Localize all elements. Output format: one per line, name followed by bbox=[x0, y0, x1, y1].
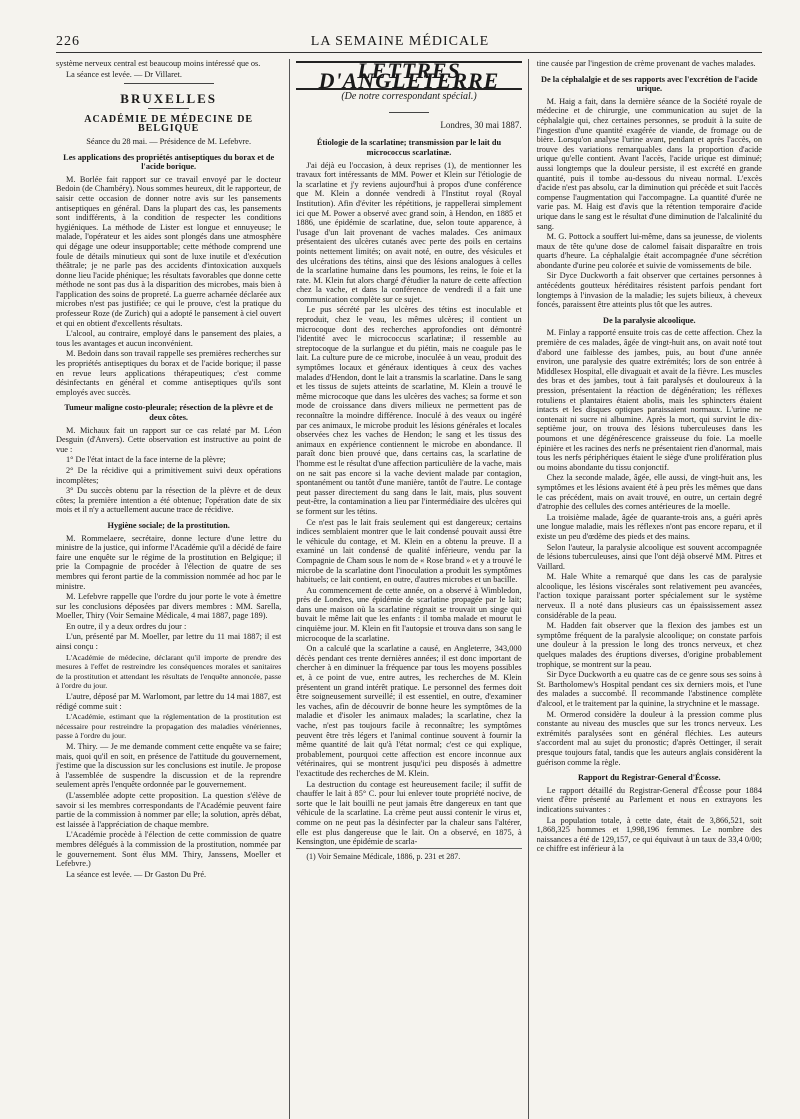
city-heading: BRUXELLES bbox=[120, 91, 218, 107]
paragraph: M. Haig a fait, dans la dernière séance de la Société royale de médecine et de chirurgie, une communication au sujet de la céphalalgie qui, chez certaines personnes, se produit à la suite de l'ingestion d'une quantité exagérée de viande, de fromage ou de bière. Lorsqu'on analyse l'urine avant, pendant et après l'accès, on trouve des variations remarquables dans la proportion d'acide urique qu'elle contient. Avant l'accès, l'acide urique est diminué; aussi longtemps que la douleur persiste, il est excrété en grande quantité, puis il tombe au-dessous du niveau normal. L'excès d'acide n'est pas absolu, car la diminution qui précède et suit l'accès compense l'augmentation qui l'accompagne. La quantité d'urée ne varie pas. M. Haig est d'avis que la rétention temporaire d'acide urique dans le sang est le résultat d'une diminution de l'alcalinité du sang. bbox=[536, 96, 762, 231]
paragraph: M. Bedoin dans son travail rappelle ses premières recherches sur les propriétés antiseptiques du borax et de l'acide borique; il passe en revue leurs applications thérapeutiques; c'est comme désinfectants en général et comme antiseptiques qu'ils sont employés avec succès. bbox=[56, 349, 282, 397]
section-heading: De la céphalalgie et de ses rapports avec l'excrétion de l'acide urique. bbox=[541, 74, 758, 94]
section-heading: De la paralysie alcoolique. bbox=[602, 315, 696, 325]
running-header bbox=[56, 34, 762, 53]
paragraph: Ce n'est pas le lait frais seulement qui est dangereux; certains indices semblaient montrer que le lait condensé pouvait aussi être le véhicule du contage, et M. Klein en a obtenu la preuve. Il a examiné un lait condensé de qualité inférieure, vendu par la Compagnie de Cham sous le nom de « Rose brand » et y a trouvé le microbe de la scarlatine dont l'inoculation a produit les symptômes habituels; ce lait contient, en outre, d'autres microbes et un bacille. bbox=[296, 517, 522, 585]
columns bbox=[56, 59, 762, 1119]
section-heading: Hygiène sociale; de la prostitution. bbox=[107, 520, 230, 530]
footnote: (1) Voir Semaine Médicale, 1886, p. 231 et 287. bbox=[296, 848, 521, 862]
middle-column bbox=[289, 59, 528, 1119]
paragraph: Le pus sécrété par les ulcères des tétins est inoculable et reproduit, chez le veau, les mêmes ulcères; il contient un microcoque dont des recherches approfondies ont démontré l'identité avec le micrococcus scarlatinæ; il ressemble au streptocoque de la surlangue et du piétin, mais ne coagule pas le lait. La culture pure de ce microbe, inoculée à un veau, produit des symptômes locaux et généraux identiques à ceux des vaches malades d'Hendon, dont le lait a transmis la scarlatine. Dans le sang et les tissus de sujets atteints de scarlatine, M. Klein a trouvé le même microcoque que dans les ulcères des vaches; sa forme et son mode de croissance dans divers milieux ne permettent pas de reconnaître la moindre différence. Inoculé à des veaux ou ingéré par ces animaux, le microbe produit les lésions générales et locales observées chez les vaches de Hendon; le sang et les tissus des animaux en expérience contiennent le microbe en abondance. Il paraît donc bien prouvé que, dans certains cas, la scarlatine de l'homme est le résultat d'une affection particulière de la vache, mais on ne sait pas encore si la vache devient malade par contagion, spontanément ou tantôt d'une manière, tantôt de l'autre. Le contage peut passer directement du sang dans le lait, mais, plus souvent peut-être, la contamination a lieu par l'intermédiaire des ulcères qui se forment sur les tétins. bbox=[296, 305, 522, 516]
paragraph: M. Hadden fait observer que la flexion des jambes est un symptôme fréquent de la paralysie alcoolique; on constate parfois une douleur à la pression le long des troncs nerveux, et chez quelques malades des éruptions diverses, d'origine probablement trophique, se montrent sur la peau. bbox=[536, 621, 762, 669]
paragraph: M. Michaux fait un rapport sur ce cas relaté par M. Léon Desguin (d'Anvers). Cette observation est instructive au point de vue : bbox=[56, 425, 282, 454]
paragraph: L'un, présenté par M. Moeller, par lettre du 11 mai 1887; il est ainsi conçu : bbox=[56, 632, 282, 652]
paragraph: tine causée par l'ingestion de crème provenant de vaches malades. bbox=[536, 59, 756, 68]
divider bbox=[148, 108, 189, 109]
section-heading: Tumeur maligne costo-pleurale; résection de la plèvre et de deux côtes. bbox=[64, 403, 273, 422]
paragraph: Au commencement de cette année, on a observé à Wimbledon, près de Londres, une épidémie de scarlatine propagée par le lait; dans une maison où la scarlatine régnait se trouvait un singe qui buvait le même lait que les enfants : il tomba malade et mourut le cinquième jour. M. Klein en fit l'autopsie et trouva dans son sang le microcoque de la scarlatine. bbox=[296, 585, 522, 643]
paragraph: La population totale, à cette date, était de 3,866,521, soit 1,868,325 hommes et 1,998,196 femmes. Le nombre des naissances a été de 129,157, ce qui équivaut à un taux de 33,4 0/00; ce chiffre est inférieur à la bbox=[536, 815, 762, 854]
paragraph: L'autre, déposé par M. Warlomont, par lettre du 14 mai 1887, est rédigé comme suit : bbox=[56, 692, 282, 711]
paragraph: L'Académie procède à l'élection de cette commission de quatre membres délégués à la commission de la prostitution, nommée par le gouvernement. Sont élus MM. Thiry, Janssens, Moeller et Lefebvre.) bbox=[56, 830, 282, 869]
paragraph: (L'assemblée adopte cette proposition. La question s'élève de savoir si les membres correspondants de l'Académie peuvent faire partie de la commission à nommer par elle; la solution, après débat, est laissée à l'appréciation de chaque membre. bbox=[56, 790, 282, 829]
paragraph: J'ai déjà eu l'occasion, à deux reprises (1), de mentionner les travaux fort intéressants de MM. Power et Klein sur l'étiologie de la scarlatine et j'y reviens aujourd'hui à propos d'une conférence que M. Klein a donnée vendredi à l'Institut royal (Royal Institution). Afin d'éviter les répétitions, je rappellerai simplement ici que M. Power a observé avec grand soin, à Hendon, en 1885 et 1886, une épidémie de scarlatine, due, selon toute apparence, à l'usage d'un lait provenant de vaches malades. Ces animaux présentaient des ulcères cutanés avec perte des poils en certains points nettement limités; on avait noté, en outre, des vésicules et des ulcérations des tétins, ainsi que des lésions analogues à celles de la scarlatine humaine dans les poumons, les reins, le foie et la rate. M. Klein fut alors chargé d'étudier la nature de cette affection chez la vache, et dans la conférence de vendredi il a fait une communication complète sur ce sujet. bbox=[296, 160, 522, 304]
divider bbox=[389, 112, 430, 113]
paragraph: Sir Dyce Duckworth a fait observer que certaines personnes à antécédents goutteux héréditaires résistent parfois pendant fort longtemps à l'invasion de la maladie; les sujets bilieux, à cheveux foncés, paraissent être atteints plus tôt que les autres. bbox=[536, 271, 762, 310]
paragraph: 1° De l'état intact de la face interne de la plèvre; bbox=[66, 455, 226, 465]
section-heading: Étiologie de la scarlatine; transmission par le lait du micrococcus scarlatinæ. bbox=[316, 138, 502, 157]
paragraph: M. Borlée fait rapport sur ce travail envoyé par le docteur Bedoin (de Chambéry). Nous sommes heureux, dit le rapporteur, de saisir cette occasion de donner notre avis sur les pansements antiseptiques en général. Dans la plupart des cas, les pansements sont indifférents, à la condition de respecter les conditions hygiéniques. La méthode de Lister est longue et ennuyeuse; le malade, l'opérateur et les aides sont plongés dans une atmosphère qui dégage une odeur insupportable; cette méthode comprend une foule de détails minutieux qui sont de luxe inutile et d'exécution théâtrale; je ne parle pas des accidents d'intoxication auxquels donne lieu l'acide phénique; les résultats favorables que donne cette méthode ne sont pas dus à la disparition des microbes, mais bien à l'application des soins de propreté. La guerre acharnée déclarée aux microbes n'est pas justifiée; ce qui le prouve, c'est la pratique du professeur Roze (de Zurich) qui a adopté le pansement à ciel ouvert et qui en obtient d'excellents résultats. bbox=[56, 174, 282, 328]
paragraph: M. Lefebvre rappelle que l'ordre du jour porte le vote à émettre sur les conclusions déposées par divers membres : MM. Sarella, Moeller, Thiry (Voir Semaine Médicale, 4 mai 1887, page 189). bbox=[56, 592, 282, 621]
section-heading: Les applications des propriétés antiseptiques du borax et de l'acide borique. bbox=[63, 152, 275, 172]
paragraph: La séance est levée. — Dr Villaret. bbox=[66, 69, 182, 79]
quoted-paragraph: L'Académie de médecine, déclarant qu'il importe de prendre des mesures à l'effet de restreindre les conséquences morales et sanitaires de la prostitution et attendant les résultats de l'enquête annoncée, passe à l'ordre du jour. bbox=[56, 652, 282, 691]
divider bbox=[124, 83, 214, 84]
section-title: LETTRES D'ANGLETERRE bbox=[296, 61, 521, 90]
dateline: Londres, 30 mai 1887. bbox=[440, 119, 522, 130]
paragraph: M. Hale White a remarqué que dans les cas de paralysie alcoolique, les lésions viscérales sont relativement peu avancées, l'action toxique paraissant porter spécialement sur le système nerveux. Il a noté dans plusieurs cas un épaississement assez considérable de la peau. bbox=[536, 572, 762, 620]
paragraph: La troisième malade, âgée de quarante-trois ans, a guéri après une longue maladie, mais les réflexes n'ont pas encore reparu, et il existe un peu d'œdème des pieds et des mains. bbox=[536, 512, 762, 541]
paragraph: Le rapport détaillé du Registrar-General d'Écosse pour 1884 vient d'être présenté au Parlement et nous en extrayons les indications suivantes : bbox=[536, 785, 762, 814]
section-heading: Rapport du Registrar-General d'Écosse. bbox=[578, 773, 721, 783]
academy-heading: ACADÉMIE DE MÉDECINE DE BELGIQUE bbox=[84, 113, 254, 135]
paragraph: 3° Du succès obtenu par la résection de la plèvre et de deux côtes; la première intention a été obtenue; l'opération date de six mois et il n'y a actuellement aucune trace de récidive. bbox=[56, 486, 282, 515]
paragraph: 2° De la récidive qui a primitivement suivi deux opérations incomplètes; bbox=[56, 465, 282, 485]
paragraph: M. Thiry. — Je me demande comment cette enquête va se faire; mais, quoi qu'il en soit, en présence de l'attitude du gouvernement, j'estime que la discussion sur les conclusions est inutile. Je propose à l'assemblée de suspendre la discussion et de la reprendre seulement après l'enquête ordonnée par le gouvernement. bbox=[56, 742, 282, 790]
journal-title: LA SEMAINE MÉDICALE bbox=[310, 34, 490, 49]
page-number: 226 bbox=[56, 34, 80, 49]
paragraph: M. Finlay a rapporté ensuite trois cas de cette affection. Chez la première de ces malades, âgée de vingt-huit ans, on avait noté tout d'abord une faiblesse des jambes, puis, au bout d'une année environ, une paralysie des quatre extrémités; lors de son entrée à Middlesex Hospital, elle divaguait et avait de la fièvre. Les muscles des bras et des jambes, tout à fait paralysés et douloureux à la pression, présentaient la réaction de dégénération; les réflexes rotuliens et plantaires étaient abolis, mais les sphincters étaient intacts et les disques optiques paraissaient normaux. L'urine ne contenait ni sucre ni albumine. Après la mort, qui survint le dix-septième jour, on trouva des lésions tuberculeuses dans les poumons et une dégénérescence graisseuse du foie. La moelle épinière et les racines des nerfs ne présentaient rien d'anormal, mais tous les nerfs périphériques étaient le siège d'une prolifération plus ou moins abondante du tissu conjonctif. bbox=[536, 328, 762, 472]
paragraph: La destruction du contage est heureusement facile; il suffit de chauffer le lait à 85° C. pour lui enlever toute propriété nocive, de sorte que le lait bouilli ne peut jamais être dangereux en tant que véhicule de la scarlatine. La crème peut aussi contenir le virus et, comme on ne peut pas la désinfecter par la chaleur sans l'altérer, elle est plus dangereuse que le lait. On a observé, en 1875, à Kensington, une épidémie de scarla- bbox=[296, 779, 522, 847]
paragraph: En outre, il y a deux ordres du jour : bbox=[66, 621, 187, 631]
paragraph: M. Ormerod considère la douleur à la pression comme plus constante au niveau des muscles que sur les troncs nerveux. Les extrémités paralysées sont en général fléchies. Les auteurs s'accordent mal au sujet du pronostic; d'après Oettinger, il serait presque toujours fatal, tandis que les auteurs anglais considèrent la guérison comme la règle. bbox=[536, 709, 762, 767]
paragraph: M. G. Pottock a souffert lui-même, dans sa jeunesse, de violents maux de tête qu'une dose de calomel faisait disparaître en trois quarts d'heure. La céphalalgie était accompagnée d'une sécrétion abondante d'urine peu colorée et suivie de vomissements de bile. bbox=[536, 232, 762, 270]
paragraph: La séance est levée. — Dr Gaston Du Pré. bbox=[66, 869, 207, 879]
quoted-paragraph: L'Académie, estimant que la réglementation de la prostitution est nécessaire pour restreindre la propagation des maladies vénériennes, passe à l'ordre du jour. bbox=[56, 712, 282, 741]
paragraph: système nerveux central est beaucoup moins intéressé que os. bbox=[56, 59, 261, 68]
paragraph: Selon l'auteur, la paralysie alcoolique est souvent accompagnée de lésions tuberculeuses, ainsi que l'ont déjà observé MM. Pitres et Vaillard. bbox=[536, 542, 762, 571]
section-subtitle: (De notre correspondant spécial.) bbox=[341, 91, 477, 103]
paragraph: On a calculé que la scarlatine a causé, en Angleterre, 343,000 décès pendant ces trente dernières années; il est donc important de chercher à en diminuer la fréquence par tous les moyens possibles et, à ce point de vue, entre autres, les recherches de M. Klein présentent un grand intérêt pratique. Le personnel des fermes doit être soigneusement surveillé; il est essentiel, en outre, d'examiner les vaches, afin de découvrir de bonne heure les symptômes de la maladie et d'isoler les animaux malades; la scarlatine, chez la vache, n'est pas toujours facile à reconnaître; les symptômes peuvent être très légers et l'animal continue souvent à fournir la même quantité de lait qu'à l'état normal; c'est ce qui explique, probablement, pourquoi cette affection est encore inconnue aux vétérinaires, qui se montrent jusqu'ici peu disposés à admettre l'exactitude des recherches de M. Klein. bbox=[296, 644, 522, 778]
right-column bbox=[537, 59, 762, 1119]
paragraph: Sir Dyce Duckworth a eu quatre cas de ce genre sous ses soins à St. Bartholomew's Hospital pendant ces six derniers mois, et l'une des malades a succombé. Il recommande l'abstinence complète d'alcool, et le traitement par la quinine, la strychnine et le massage. bbox=[536, 670, 762, 708]
left-column bbox=[56, 59, 281, 1119]
seance-line: Séance du 28 mai. — Présidence de M. Lefebvre. bbox=[86, 136, 252, 146]
paragraph: M. Rommelaere, secrétaire, donne lecture d'une lettre du ministre de la justice, qui informe l'Académie qu'il a décidé de faire faire une enquête sur le régime de la prostitution en Belgique; il prie la Compagnie de procéder à l'élection de quatre de ses membres qui feront partie de la commission nommée ad hoc par le ministre. bbox=[56, 533, 282, 591]
paragraph: L'alcool, au contraire, employé dans le pansement des plaies, a tous les avantages et aucun inconvénient. bbox=[56, 329, 282, 348]
paragraph: Chez la seconde malade, âgée, elle aussi, de vingt-huit ans, les symptômes et les lésions avaient été à peu près les mêmes que dans le cas précédent, mais on avait trouvé, en outre, un certain degré d'atrophie des cellules des cornes antérieures de la moelle. bbox=[536, 473, 762, 512]
